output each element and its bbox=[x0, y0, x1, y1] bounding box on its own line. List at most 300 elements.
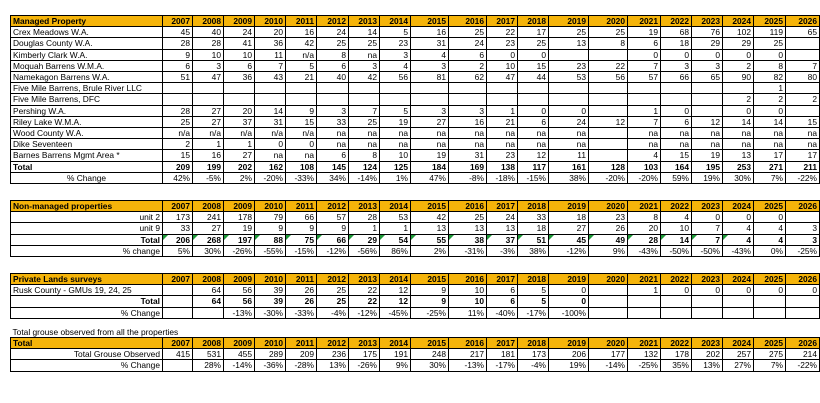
data-cell: 289 bbox=[255, 349, 286, 360]
data-cell: 2% bbox=[224, 172, 255, 183]
table-row bbox=[11, 38, 820, 49]
year-header: 2007 bbox=[163, 274, 193, 285]
data-cell: 15 bbox=[786, 116, 820, 127]
data-cell: 12 bbox=[692, 116, 723, 127]
note-text: Total grouse observed from all the properties bbox=[12, 326, 179, 337]
data-cell: na bbox=[723, 128, 754, 139]
data-cell: 145 bbox=[317, 161, 349, 172]
data-cell: 455 bbox=[224, 349, 255, 360]
spacer-row bbox=[11, 257, 820, 266]
data-cell: 3 bbox=[193, 60, 224, 71]
data-cell: 17 bbox=[786, 150, 820, 161]
data-cell bbox=[193, 307, 224, 318]
data-cell: 1 bbox=[193, 139, 224, 150]
data-cell: 55 bbox=[411, 234, 449, 245]
data-cell: 202 bbox=[224, 161, 255, 172]
data-cell: -13% bbox=[224, 307, 255, 318]
data-cell: 43 bbox=[255, 72, 286, 83]
year-header: 2007 bbox=[163, 201, 193, 212]
data-cell: 6 bbox=[628, 38, 661, 49]
data-cell: -14% bbox=[224, 360, 255, 371]
data-cell: 19 bbox=[224, 223, 255, 234]
data-cell: 19% bbox=[692, 172, 723, 183]
data-cell: n/a bbox=[193, 128, 224, 139]
year-header: 2022 bbox=[661, 201, 692, 212]
percent-change-row bbox=[11, 307, 820, 318]
data-cell bbox=[549, 94, 589, 105]
note-row bbox=[11, 327, 820, 338]
row-label: unit 2 bbox=[11, 212, 163, 223]
data-cell: 23 bbox=[589, 212, 628, 223]
data-cell: 27% bbox=[723, 360, 754, 371]
data-cell: 57 bbox=[317, 212, 349, 223]
data-cell: 39 bbox=[255, 296, 286, 307]
data-cell: -33% bbox=[286, 307, 317, 318]
data-cell bbox=[193, 94, 224, 105]
data-cell: 12 bbox=[589, 116, 628, 127]
data-cell: 11% bbox=[449, 307, 487, 318]
data-cell: 31 bbox=[411, 38, 449, 49]
data-cell: 13% bbox=[317, 360, 349, 371]
data-cell: 138 bbox=[487, 161, 518, 172]
data-cell: 23 bbox=[549, 60, 589, 71]
data-cell: 19 bbox=[411, 150, 449, 161]
data-cell: 5 bbox=[518, 296, 549, 307]
data-cell: 1 bbox=[224, 139, 255, 150]
data-cell: 14 bbox=[661, 234, 692, 245]
data-cell: na bbox=[628, 128, 661, 139]
data-cell: 4 bbox=[628, 150, 661, 161]
data-cell: 103 bbox=[628, 161, 661, 172]
data-cell: 8 bbox=[628, 212, 661, 223]
data-cell: 3 bbox=[380, 49, 411, 60]
data-cell: 62 bbox=[449, 72, 487, 83]
data-cell: 175 bbox=[349, 349, 380, 360]
data-cell: 0 bbox=[628, 49, 661, 60]
data-cell: 9 bbox=[286, 105, 317, 116]
data-cell: 27 bbox=[193, 116, 224, 127]
data-cell: 27 bbox=[193, 105, 224, 116]
data-cell: 9 bbox=[163, 49, 193, 60]
data-cell: 0 bbox=[754, 212, 786, 223]
data-cell: -20% bbox=[255, 172, 286, 183]
data-cell: 3 bbox=[349, 60, 380, 71]
data-cell: 56 bbox=[224, 285, 255, 296]
data-cell: 82 bbox=[754, 72, 786, 83]
data-cell: 45 bbox=[549, 234, 589, 245]
year-header: 2009 bbox=[224, 16, 255, 27]
data-cell: 81 bbox=[411, 72, 449, 83]
data-cell: 10 bbox=[380, 150, 411, 161]
year-header: 2010 bbox=[255, 338, 286, 349]
data-cell: 51 bbox=[163, 72, 193, 83]
data-cell: 0 bbox=[723, 49, 754, 60]
data-cell bbox=[589, 150, 628, 161]
data-cell bbox=[193, 83, 224, 94]
data-cell: -17% bbox=[487, 360, 518, 371]
data-cell bbox=[380, 94, 411, 105]
data-cell: 38% bbox=[518, 245, 549, 256]
data-cell: 53 bbox=[549, 72, 589, 83]
data-cell: 11 bbox=[549, 150, 589, 161]
year-header: 2008 bbox=[193, 201, 224, 212]
data-cell: na bbox=[786, 139, 820, 150]
data-cell: n/a bbox=[255, 128, 286, 139]
year-header: 2011 bbox=[286, 274, 317, 285]
data-cell bbox=[589, 83, 628, 94]
percent-change-row bbox=[11, 245, 820, 256]
data-cell: 3 bbox=[449, 105, 487, 116]
data-cell: n/a bbox=[224, 128, 255, 139]
table-row bbox=[11, 49, 820, 60]
data-cell: 0 bbox=[255, 139, 286, 150]
data-cell: 21 bbox=[286, 72, 317, 83]
data-cell: 9 bbox=[411, 285, 449, 296]
table-row bbox=[11, 128, 820, 139]
data-cell: 178 bbox=[224, 212, 255, 223]
data-cell bbox=[589, 307, 628, 318]
data-cell: 10 bbox=[487, 60, 518, 71]
data-cell bbox=[589, 296, 628, 307]
data-cell: 271 bbox=[754, 161, 786, 172]
data-cell: 51 bbox=[518, 234, 549, 245]
data-cell: -26% bbox=[349, 360, 380, 371]
data-cell: 7 bbox=[692, 234, 723, 245]
data-cell: na bbox=[349, 128, 380, 139]
data-cell bbox=[692, 94, 723, 105]
data-cell: 0 bbox=[661, 105, 692, 116]
row-label: Total bbox=[11, 234, 163, 245]
year-header: 2009 bbox=[224, 274, 255, 285]
year-header: 2024 bbox=[723, 16, 754, 27]
data-cell: -28% bbox=[286, 360, 317, 371]
data-cell: 26 bbox=[286, 296, 317, 307]
data-cell: 275 bbox=[754, 349, 786, 360]
year-header: 2017 bbox=[487, 201, 518, 212]
data-cell: 65 bbox=[692, 72, 723, 83]
data-cell: 75 bbox=[286, 234, 317, 245]
data-cell: 1 bbox=[487, 105, 518, 116]
data-cell: 36 bbox=[255, 38, 286, 49]
data-cell bbox=[692, 307, 723, 318]
data-cell: 0 bbox=[786, 285, 820, 296]
data-cell: 23 bbox=[487, 150, 518, 161]
data-cell: 29 bbox=[723, 38, 754, 49]
data-cell: 25 bbox=[317, 38, 349, 49]
data-cell: 28% bbox=[193, 360, 224, 371]
data-cell: 24 bbox=[317, 27, 349, 38]
year-header: 2023 bbox=[692, 338, 723, 349]
spacer bbox=[11, 192, 820, 201]
year-header: 2011 bbox=[286, 201, 317, 212]
year-header: 2021 bbox=[628, 338, 661, 349]
data-cell: 90 bbox=[723, 72, 754, 83]
data-cell: -17% bbox=[518, 307, 549, 318]
year-header: 2025 bbox=[754, 274, 786, 285]
data-cell: -43% bbox=[723, 245, 754, 256]
data-cell: 19 bbox=[692, 150, 723, 161]
row-label: Crex Meadows W.A. bbox=[11, 27, 163, 38]
year-header: 2010 bbox=[255, 201, 286, 212]
data-cell: -18% bbox=[487, 172, 518, 183]
data-cell: -3% bbox=[487, 245, 518, 256]
data-cell: 195 bbox=[692, 161, 723, 172]
data-cell: 54 bbox=[380, 234, 411, 245]
data-cell: 30% bbox=[723, 172, 754, 183]
data-cell: 4 bbox=[723, 234, 754, 245]
data-cell: 15 bbox=[661, 150, 692, 161]
data-cell: 10 bbox=[224, 49, 255, 60]
year-header: 2014 bbox=[380, 16, 411, 27]
table-row bbox=[11, 285, 820, 296]
section-title: Total bbox=[11, 338, 163, 349]
year-header: 2015 bbox=[411, 201, 449, 212]
data-cell: 24 bbox=[487, 212, 518, 223]
data-cell: 178 bbox=[661, 349, 692, 360]
table-row bbox=[11, 150, 820, 161]
data-cell bbox=[786, 38, 820, 49]
data-cell: 64 bbox=[193, 296, 224, 307]
data-cell: -4% bbox=[317, 307, 349, 318]
data-cell: -26% bbox=[224, 245, 255, 256]
year-header: 2012 bbox=[317, 338, 349, 349]
data-cell: na bbox=[692, 139, 723, 150]
data-cell: 164 bbox=[661, 161, 692, 172]
data-cell: 214 bbox=[786, 349, 820, 360]
data-cell: na bbox=[487, 128, 518, 139]
year-header: 2012 bbox=[317, 16, 349, 27]
data-cell: 8 bbox=[349, 150, 380, 161]
data-cell bbox=[411, 83, 449, 94]
row-label: % Change bbox=[11, 360, 163, 371]
year-header: 2025 bbox=[754, 16, 786, 27]
data-cell: 47% bbox=[411, 172, 449, 183]
data-cell: 1 bbox=[380, 223, 411, 234]
year-header: 2021 bbox=[628, 201, 661, 212]
data-cell: 23 bbox=[380, 38, 411, 49]
data-cell bbox=[163, 296, 193, 307]
spacer bbox=[11, 318, 820, 327]
data-cell: 66 bbox=[317, 234, 349, 245]
data-cell: -12% bbox=[349, 307, 380, 318]
data-cell: 25 bbox=[163, 116, 193, 127]
data-cell: 7 bbox=[786, 60, 820, 71]
data-cell: 7 bbox=[349, 105, 380, 116]
data-cell: -8% bbox=[449, 172, 487, 183]
data-cell bbox=[255, 94, 286, 105]
data-cell: 253 bbox=[723, 161, 754, 172]
data-cell bbox=[628, 94, 661, 105]
data-cell bbox=[589, 285, 628, 296]
data-cell: na bbox=[449, 128, 487, 139]
data-cell: 41 bbox=[224, 38, 255, 49]
data-cell: 0 bbox=[487, 49, 518, 60]
data-cell bbox=[786, 83, 820, 94]
data-cell: 13 bbox=[549, 38, 589, 49]
data-cell: 241 bbox=[193, 212, 224, 223]
data-cell: 1 bbox=[754, 83, 786, 94]
data-cell: 68 bbox=[661, 27, 692, 38]
data-cell: 42% bbox=[163, 172, 193, 183]
row-label: Total bbox=[11, 296, 163, 307]
data-cell: 79 bbox=[255, 212, 286, 223]
data-cell: 30% bbox=[411, 360, 449, 371]
data-cell: 117 bbox=[518, 161, 549, 172]
data-cell: 0 bbox=[754, 105, 786, 116]
year-header: 2016 bbox=[449, 274, 487, 285]
data-cell: -31% bbox=[449, 245, 487, 256]
data-cell: 2 bbox=[786, 94, 820, 105]
data-cell: 7% bbox=[754, 172, 786, 183]
year-header: 2019 bbox=[549, 201, 589, 212]
data-cell bbox=[786, 296, 820, 307]
data-cell bbox=[661, 94, 692, 105]
data-cell: 0 bbox=[549, 296, 589, 307]
data-cell bbox=[628, 83, 661, 94]
data-cell bbox=[628, 307, 661, 318]
data-cell: 28 bbox=[628, 234, 661, 245]
year-header: 2023 bbox=[692, 274, 723, 285]
spacer-row bbox=[11, 192, 820, 201]
data-cell: 76 bbox=[692, 27, 723, 38]
data-cell: 0 bbox=[549, 105, 589, 116]
year-header: 2018 bbox=[518, 201, 549, 212]
data-cell: 15 bbox=[286, 116, 317, 127]
data-cell bbox=[754, 296, 786, 307]
data-cell: 27 bbox=[411, 116, 449, 127]
nonmanaged-header-row bbox=[11, 201, 820, 212]
data-cell: 209 bbox=[163, 161, 193, 172]
data-cell: 15 bbox=[163, 150, 193, 161]
data-cell: 25 bbox=[589, 27, 628, 38]
data-cell bbox=[589, 139, 628, 150]
data-cell bbox=[317, 94, 349, 105]
data-cell: na bbox=[411, 139, 449, 150]
data-cell: 181 bbox=[487, 349, 518, 360]
data-cell: 10 bbox=[661, 223, 692, 234]
data-cell: 0 bbox=[286, 139, 317, 150]
data-cell: 22 bbox=[349, 296, 380, 307]
data-cell: n/a bbox=[286, 128, 317, 139]
data-cell: na bbox=[549, 128, 589, 139]
year-header: 2024 bbox=[723, 338, 754, 349]
data-cell: 15 bbox=[518, 60, 549, 71]
year-header: 2025 bbox=[754, 201, 786, 212]
row-label: % Change bbox=[11, 307, 163, 318]
data-cell: 18 bbox=[661, 38, 692, 49]
row-label: Total Grouse Observed bbox=[11, 349, 163, 360]
spreadsheet bbox=[10, 15, 817, 372]
data-cell: 27 bbox=[549, 223, 589, 234]
data-cell: 16 bbox=[286, 27, 317, 38]
data-cell bbox=[661, 296, 692, 307]
year-header: 2015 bbox=[411, 338, 449, 349]
data-cell: na bbox=[349, 49, 380, 60]
data-cell: 24 bbox=[549, 116, 589, 127]
data-cell: 25 bbox=[317, 296, 349, 307]
year-header: 2026 bbox=[786, 338, 820, 349]
data-cell: 38 bbox=[449, 234, 487, 245]
data-cell: 0 bbox=[692, 212, 723, 223]
data-cell: 161 bbox=[549, 161, 589, 172]
data-cell: na bbox=[411, 128, 449, 139]
data-cell: 14 bbox=[723, 116, 754, 127]
data-cell: 16 bbox=[411, 27, 449, 38]
data-cell: -22% bbox=[786, 172, 820, 183]
data-cell: 0 bbox=[518, 49, 549, 60]
data-cell: 19 bbox=[628, 27, 661, 38]
year-header: 2008 bbox=[193, 274, 224, 285]
data-cell: 0 bbox=[692, 49, 723, 60]
data-cell: 4 bbox=[754, 234, 786, 245]
data-cell: 5 bbox=[518, 285, 549, 296]
data-cell: na bbox=[628, 139, 661, 150]
data-cell: -56% bbox=[349, 245, 380, 256]
year-header: 2013 bbox=[349, 274, 380, 285]
data-cell: 0 bbox=[754, 285, 786, 296]
row-label: Wood County W.A. bbox=[11, 128, 163, 139]
data-cell: na bbox=[754, 139, 786, 150]
data-cell: 4 bbox=[754, 223, 786, 234]
data-cell: 2 bbox=[754, 94, 786, 105]
data-cell: 20 bbox=[224, 105, 255, 116]
data-cell: 57 bbox=[628, 72, 661, 83]
data-cell: 199 bbox=[193, 161, 224, 172]
grand-header-row bbox=[11, 338, 820, 349]
year-header: 2026 bbox=[786, 16, 820, 27]
data-cell bbox=[661, 307, 692, 318]
year-header: 2014 bbox=[380, 338, 411, 349]
year-header: 2023 bbox=[692, 16, 723, 27]
data-cell: na bbox=[723, 139, 754, 150]
data-cell: 6 bbox=[163, 60, 193, 71]
data-cell bbox=[449, 94, 487, 105]
data-cell: 197 bbox=[224, 234, 255, 245]
data-cell bbox=[487, 83, 518, 94]
data-cell: 8 bbox=[589, 38, 628, 49]
row-label: Barnes Barrens Mgmt Area * bbox=[11, 150, 163, 161]
data-cell: 169 bbox=[449, 161, 487, 172]
section-title: Managed Property bbox=[11, 16, 163, 27]
data-cell: -22% bbox=[786, 360, 820, 371]
year-header: 2016 bbox=[449, 16, 487, 27]
data-cell: na bbox=[349, 139, 380, 150]
data-cell: na bbox=[487, 139, 518, 150]
data-cell bbox=[349, 83, 380, 94]
row-label: Pershing W.A. bbox=[11, 105, 163, 116]
data-cell: na bbox=[692, 128, 723, 139]
data-cell: 27 bbox=[193, 223, 224, 234]
data-cell: 12 bbox=[380, 296, 411, 307]
data-cell: 236 bbox=[317, 349, 349, 360]
data-cell: -20% bbox=[589, 172, 628, 183]
percent-change-row bbox=[11, 172, 820, 183]
data-cell bbox=[163, 307, 193, 318]
data-cell: 42 bbox=[411, 212, 449, 223]
data-cell: 4 bbox=[411, 49, 449, 60]
data-cell: 0 bbox=[754, 49, 786, 60]
data-cell: -5% bbox=[193, 172, 224, 183]
section-title: Private Lands surveys bbox=[11, 274, 163, 285]
table-row bbox=[11, 116, 820, 127]
year-header: 2018 bbox=[518, 338, 549, 349]
year-header: 2012 bbox=[317, 201, 349, 212]
data-cell: 59% bbox=[661, 172, 692, 183]
data-cell: -100% bbox=[549, 307, 589, 318]
data-cell: 10 bbox=[449, 296, 487, 307]
spacer bbox=[11, 257, 820, 266]
data-cell: 47 bbox=[193, 72, 224, 83]
